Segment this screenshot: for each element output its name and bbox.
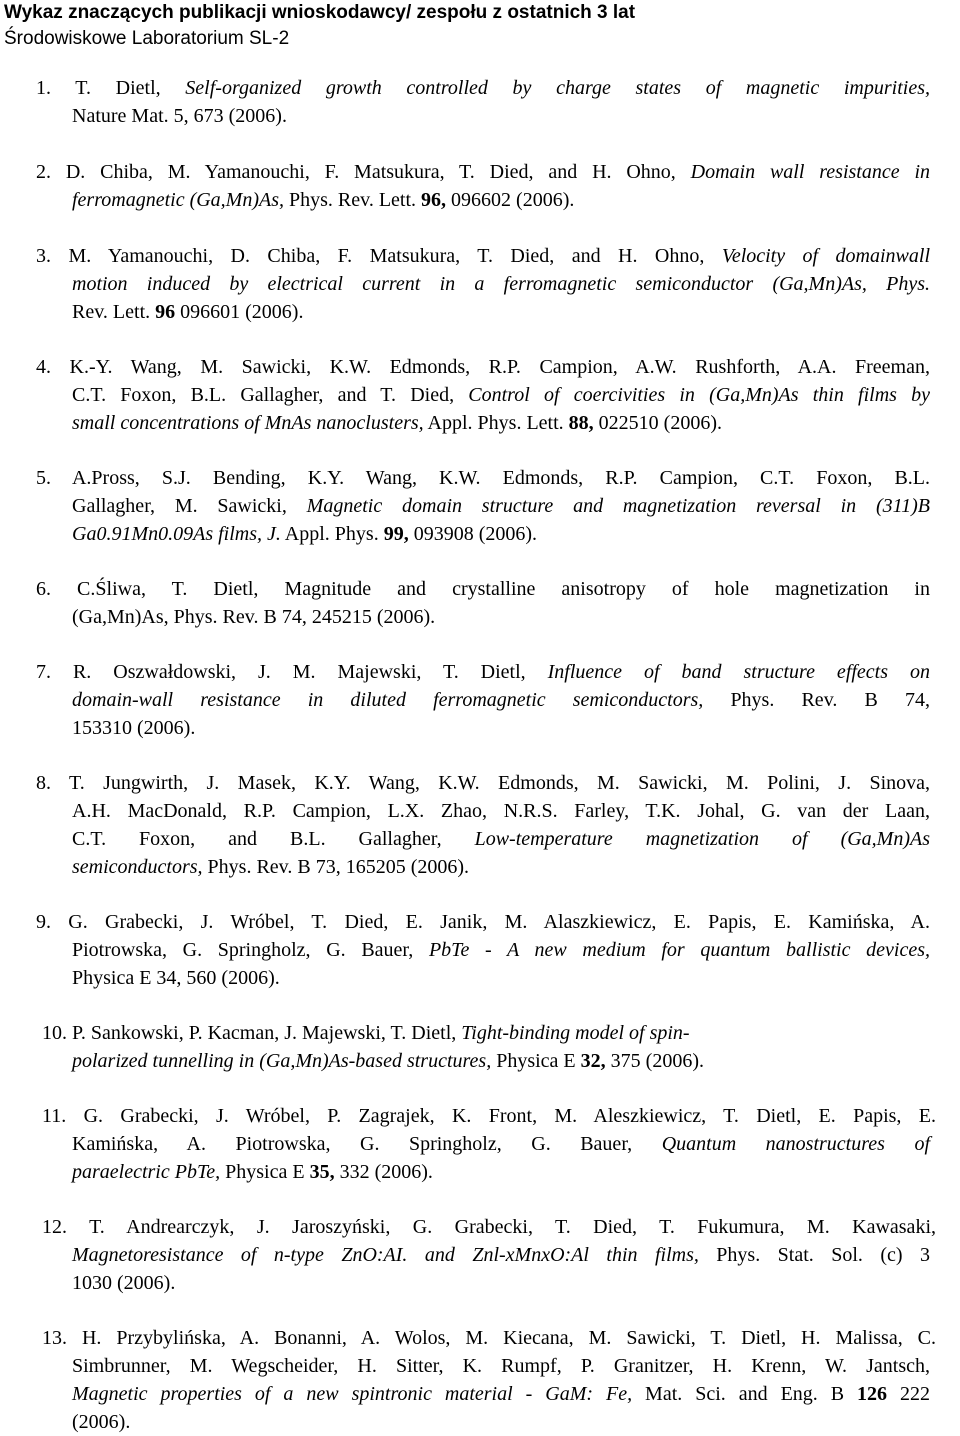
reference-line — [72, 186, 574, 214]
reference-text: 5. A.Pross, S.J. Bending, K.Y. Wang, K.W. Edmonds, R.P. Campion, C.T. Foxon, B.L. — [36, 467, 930, 489]
reference-line — [72, 853, 469, 881]
reference-line — [72, 686, 930, 714]
reference-volume: 96, — [421, 189, 447, 211]
reference-line — [72, 409, 722, 437]
reference-title-text: Velocity of domainwall — [721, 245, 931, 267]
reference-title-text: Control of coercivities in (Ga,Mn)As thin films by — [468, 384, 930, 406]
reference-line — [72, 1241, 930, 1269]
reference-title-text: motion induced by electrical current in a ferromagnetic semiconductor (Ga,Mn)As, Phys. — [72, 273, 930, 295]
reference-volume: 88, — [568, 412, 594, 434]
reference-line — [72, 936, 930, 964]
reference-volume: 126 — [857, 1383, 888, 1405]
reference-title-text: polarized tunnelling in (Ga,Mn)As-based structures, — [72, 1050, 492, 1072]
reference-text: 022510 (2006). — [593, 412, 722, 434]
reference-line — [72, 603, 435, 631]
reference-line — [72, 1269, 175, 1297]
reference-title-text: Magnetic properties of a new spintronic material - GaM: Fe, — [72, 1383, 633, 1405]
reference-first-line — [36, 658, 930, 686]
reference-line — [72, 102, 287, 130]
reference-title-text: ferromagnetic (Ga,Mn)As, — [72, 189, 284, 211]
reference-text: 096602 (2006). — [446, 189, 575, 211]
reference-text: 153310 (2006). — [72, 717, 196, 739]
reference-volume: 35, — [309, 1161, 335, 1183]
reference-text: 1. T. Dietl, — [36, 77, 186, 99]
reference-title-text: Influence of band structure effects on — [547, 661, 930, 683]
reference-text: Phys. Rev. B 74, — [703, 689, 930, 711]
reference-text: 096601 (2006). — [175, 301, 304, 323]
reference-text: Physica E — [491, 1050, 581, 1072]
reference-text: 1030 (2006). — [72, 1272, 176, 1294]
reference-text: Gallagher, M. Sawicki, — [72, 495, 307, 517]
reference-line — [72, 520, 537, 548]
reference-title-text: Quantum nanostructures of — [661, 1133, 931, 1155]
reference-line — [72, 797, 930, 825]
reference-text: Rev. Lett. — [72, 301, 156, 323]
reference-volume: 99, — [383, 523, 409, 545]
reference-title-text: paraelectric PbTe, — [72, 1161, 221, 1183]
reference-volume: 32, — [580, 1050, 606, 1072]
reference-text: Mat. Sci. and Eng. B — [632, 1383, 858, 1405]
reference-text: 9. G. Grabecki, J. Wróbel, T. Died, E. Janik, M. Alaszkiewicz, E. Papis, E. Kamińska, A. — [36, 911, 930, 933]
reference-text: 10. P. Sankowski, P. Kacman, J. Majewski, T. Dietl, — [42, 1022, 462, 1044]
reference-first-line — [36, 908, 930, 936]
document-title: Wykaz znaczących publikacji wnioskodawcy/ zespołu z ostatnich 3 lat — [4, 2, 636, 23]
reference-text: Phys. Rev. Lett. — [284, 189, 422, 211]
reference-first-line — [36, 575, 930, 603]
reference-title-text: Self-organized growth controlled by charge states of magnetic impurities, — [185, 77, 930, 99]
reference-title-text: Magnetoresistance of n-type ZnO:AI. and Znl-xMnxO:Al thin films, — [72, 1244, 699, 1266]
reference-first-line — [42, 1019, 690, 1047]
reference-first-line — [42, 1324, 936, 1352]
reference-text: 3. M. Yamanouchi, D. Chiba, F. Matsukura, T. Died, and H. Ohno, — [36, 245, 722, 267]
reference-text: (Ga,Mn)As, Phys. Rev. B 74, 245215 (2006). — [72, 606, 436, 628]
reference-title-text: Magnetic domain structure and magnetization reversal in (311)B — [306, 495, 930, 517]
reference-first-line — [36, 242, 930, 270]
reference-line — [72, 270, 930, 298]
reference-text: 6. C.Śliwa, T. Dietl, Magnitude and crystalline anisotropy of hole magnetization in — [36, 578, 930, 600]
reference-first-line — [36, 74, 930, 102]
reference-line — [72, 1047, 704, 1075]
reference-text: 222 — [887, 1383, 931, 1405]
reference-line — [72, 714, 195, 742]
reference-line — [72, 825, 930, 853]
reference-text: (2006). — [72, 1411, 131, 1433]
reference-text: Appl. Phys. — [280, 523, 384, 545]
reference-line — [72, 1130, 930, 1158]
reference-text: Phys. Rev. B 73, 165205 (2006). — [202, 856, 470, 878]
reference-text: Appl. Phys. Lett. — [423, 412, 569, 434]
reference-text: 332 (2006). — [334, 1161, 433, 1183]
reference-title-text: PbTe - A new medium for quantum ballistic devices, — [428, 939, 930, 961]
reference-text: Nature Mat. 5, 673 (2006). — [72, 105, 287, 127]
reference-line — [72, 1352, 930, 1380]
reference-title-text: Domain wall resistance in — [690, 161, 930, 183]
reference-first-line — [36, 158, 930, 186]
reference-line — [72, 964, 280, 992]
reference-first-line — [36, 353, 930, 381]
reference-text: 7. R. Oszwałdowski, J. M. Majewski, T. Dietl, — [36, 661, 548, 683]
reference-text: 375 (2006). — [605, 1050, 704, 1072]
reference-text: A.H. MacDonald, R.P. Campion, L.X. Zhao, N.R.S. Farley, T.K. Johal, G. van der Laan, — [72, 800, 930, 822]
reference-text: 13. H. Przybylińska, A. Bonanni, A. Wolos, M. Kiecana, M. Sawicki, T. Dietl, H. Malissa, C. — [42, 1327, 936, 1349]
reference-text: 093908 (2006). — [408, 523, 538, 545]
reference-first-line — [36, 464, 930, 492]
reference-title-text: Low-temperature magnetization of (Ga,Mn)As — [474, 828, 930, 850]
reference-first-line — [36, 769, 930, 797]
reference-first-line — [42, 1213, 936, 1241]
reference-line — [72, 492, 930, 520]
reference-text: C.T. Foxon, B.L. Gallagher, and T. Died, — [72, 384, 469, 406]
reference-text: 2. D. Chiba, M. Yamanouchi, F. Matsukura, T. Died, and H. Ohno, — [36, 161, 691, 183]
reference-text: Simbrunner, M. Wegscheider, H. Sitter, K. Rumpf, P. Granitzer, H. Krenn, W. Jantsch, — [72, 1355, 930, 1377]
reference-title-text: Ga0.91Mn0.09As films, J. — [72, 523, 281, 545]
reference-title-text: Tight-binding model of spin- — [461, 1022, 690, 1044]
reference-title-text: small concentrations of MnAs nanoclusters, — [72, 412, 424, 434]
reference-first-line — [42, 1102, 936, 1130]
document-subtitle: Środowiskowe Laboratorium SL-2 — [4, 28, 290, 49]
reference-title-text: semiconductors, — [72, 856, 203, 878]
reference-line — [72, 1380, 930, 1408]
reference-text: 12. T. Andrearczyk, J. Jaroszyński, G. Grabecki, T. Died, T. Fukumura, M. Kawasaki, — [42, 1216, 936, 1238]
reference-text: Phys. Stat. Sol. (c) 3 — [698, 1244, 930, 1266]
reference-line — [72, 1158, 433, 1186]
reference-text: Kamińska, A. Piotrowska, G. Springholz, G. Bauer, — [72, 1133, 662, 1155]
reference-line — [72, 381, 930, 409]
reference-text: Piotrowska, G. Springholz, G. Bauer, — [72, 939, 429, 961]
reference-text: C.T. Foxon, and B.L. Gallagher, — [72, 828, 475, 850]
reference-text: 4. K.-Y. Wang, M. Sawicki, K.W. Edmonds, R.P. Campion, A.W. Rushforth, A.A. Freeman, — [36, 356, 930, 378]
reference-text: 11. G. Grabecki, J. Wróbel, P. Zagrajek, K. Front, M. Aleszkiewicz, T. Dietl, E. Papis, E. — [42, 1105, 936, 1127]
reference-title-text: domain-wall resistance in diluted ferromagnetic semiconductors, — [72, 689, 704, 711]
reference-text: 8. T. Jungwirth, J. Masek, K.Y. Wang, K.W. Edmonds, M. Sawicki, M. Polini, J. Sinova, — [36, 772, 930, 794]
reference-text: Physica E — [220, 1161, 310, 1183]
reference-line — [72, 298, 303, 326]
reference-text: Physica E 34, 560 (2006). — [72, 967, 280, 989]
reference-volume: 96 — [155, 301, 176, 323]
reference-line — [72, 1408, 130, 1436]
